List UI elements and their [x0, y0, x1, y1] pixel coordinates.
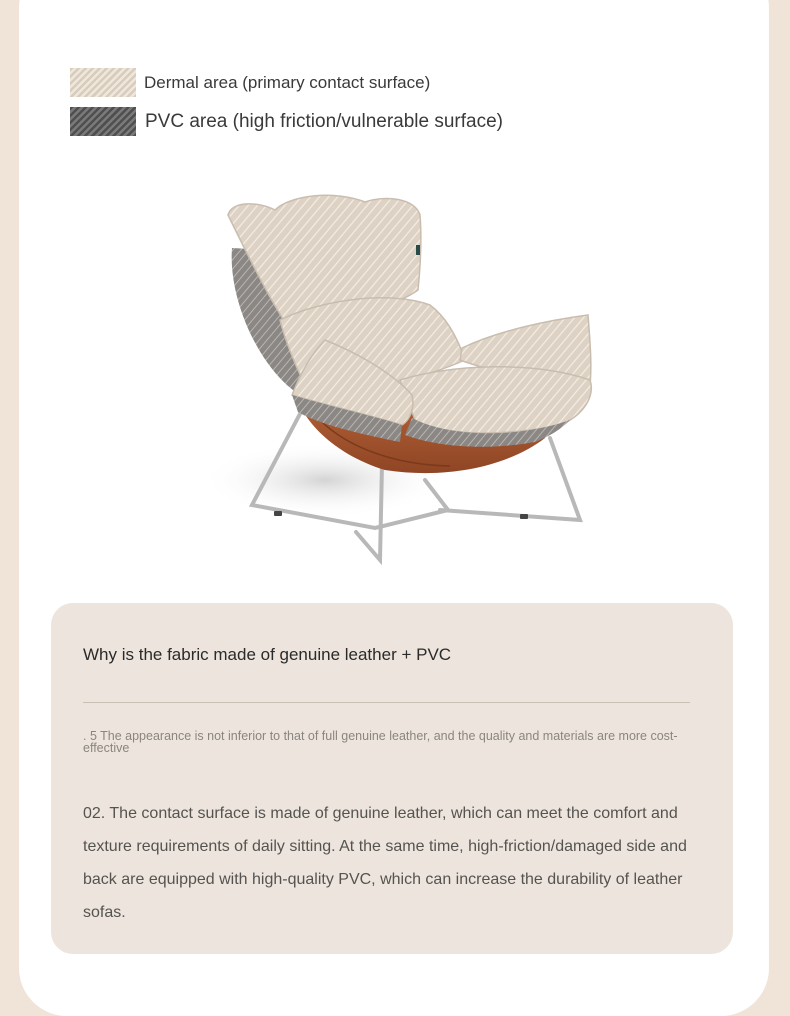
legend-dermal-label: Dermal area (primary contact surface) [144, 72, 431, 92]
legend-dermal [70, 68, 430, 97]
chair-illustration [150, 180, 630, 580]
chair-tag [416, 245, 420, 255]
info-body: 02. The contact surface is made of genuine leather, which can meet the comfort and texture requirements of daily sitting. At the same time, high-friction/damaged side and back are equipped with high-quality PVC, which can increase the durability of leather sofas. [83, 805, 687, 921]
dermal-swatch [70, 68, 136, 97]
legend-pvc [70, 107, 503, 136]
info-panel [51, 603, 733, 954]
info-title: Why is the fabric made of genuine leather + PVC [83, 645, 452, 664]
legend-pvc-label: PVC area (high friction/vulnerable surface) [145, 110, 504, 132]
divider [83, 702, 690, 703]
pvc-swatch [70, 107, 136, 136]
info-note: . 5 The appearance is not inferior to that of full genuine leather, and the quality and materials are more cost-effective [83, 729, 678, 755]
